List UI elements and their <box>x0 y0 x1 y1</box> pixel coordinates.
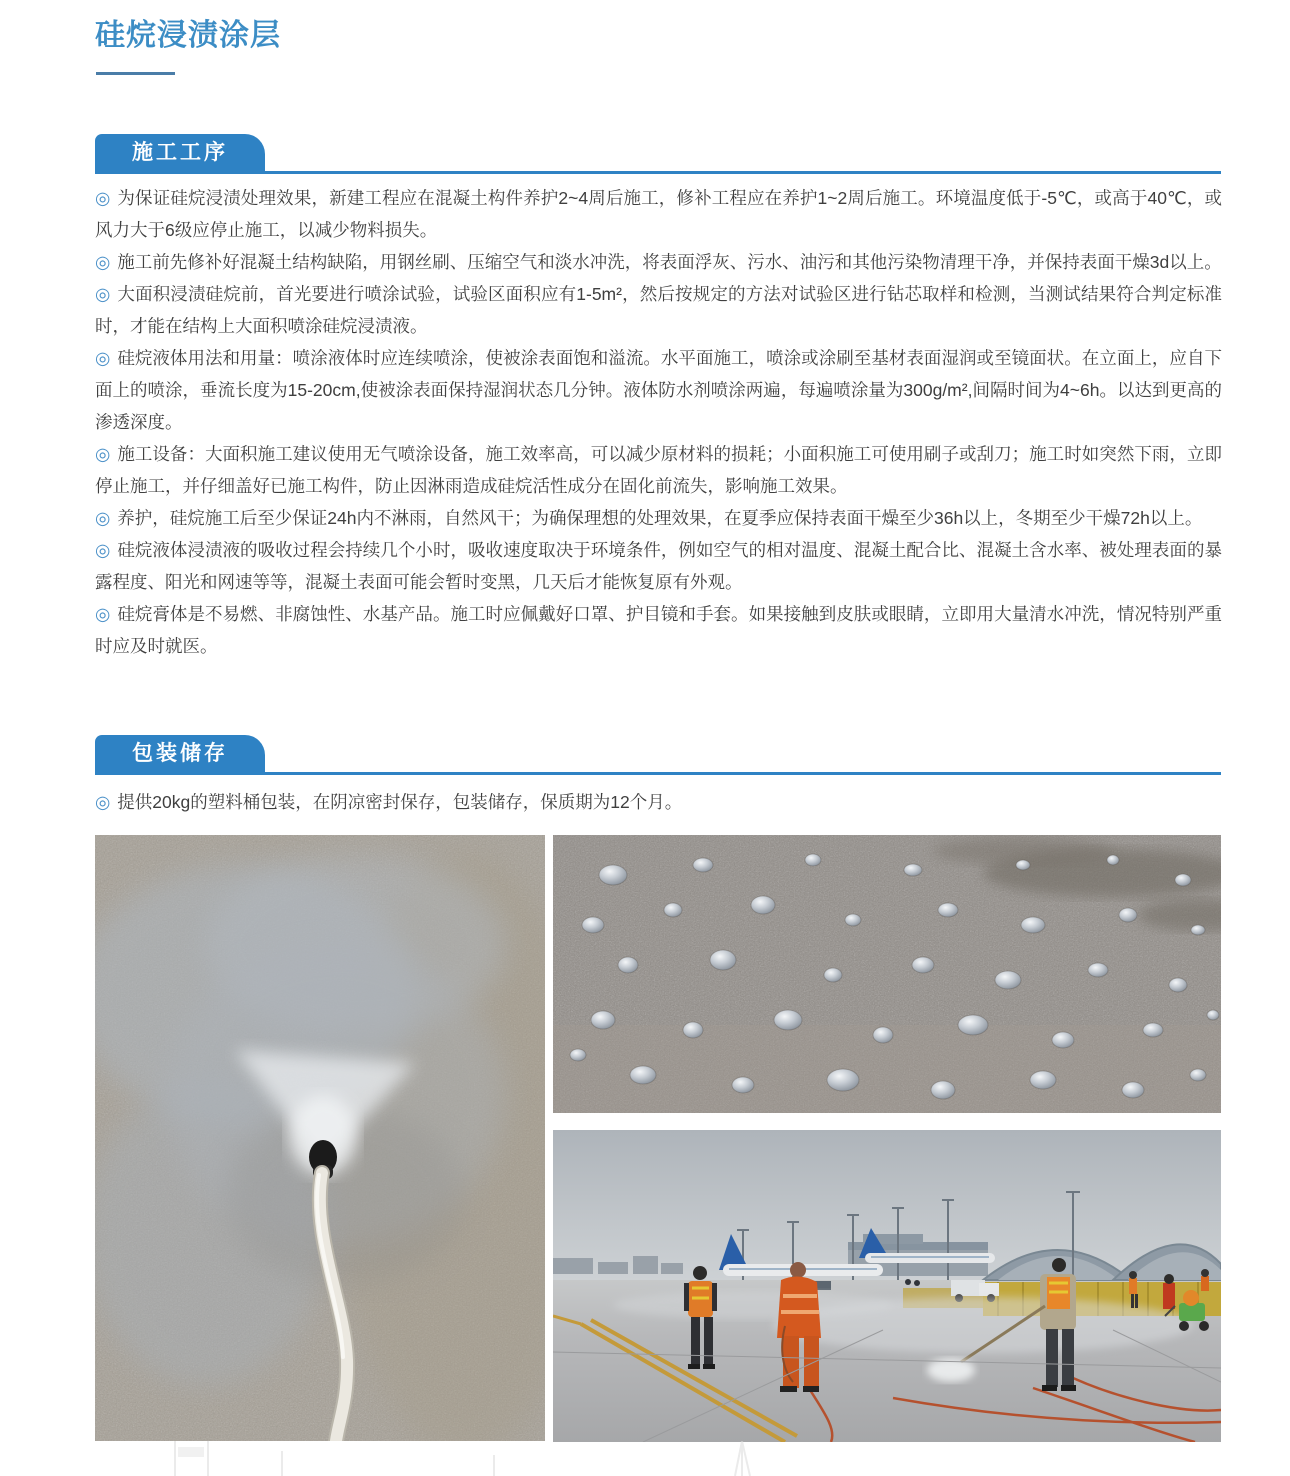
bullet-text: 为保证硅烷浸渍处理效果，新建工程应在混凝土构件养护2~4周后施工，修补工程应在养护1~2周后施工。环境温度低于-5℃，或高于40℃，或风力大于6级应停止施工，以减少物料损失。 <box>95 188 1222 240</box>
hydrophobic-water-beading-photo <box>553 835 1221 1113</box>
bullet-item <box>95 246 1222 278</box>
bullet-item <box>95 182 1222 246</box>
bullet-item <box>95 342 1222 438</box>
section-badge: 施工工序 <box>95 134 265 171</box>
bullet-icon: ◎ <box>95 444 111 464</box>
bullet-text: 提供20kg的塑料桶包装，在阴凉密封保存，包装储存，保质期为12个月。 <box>117 792 683 812</box>
bullet-icon: ◎ <box>95 348 111 368</box>
bullet-item <box>95 786 1222 818</box>
bullet-text: 养护，硅烷施工后至少保证24h内不淋雨，自然风干；为确保理想的处理效果，在夏季应保持表面干燥至少36h以上，冬期至少干燥72h以上。 <box>117 508 1203 528</box>
bullet-text: 硅烷液体用法和用量：喷涂液体时应连续喷涂，使被涂表面饱和溢流。水平面施工，喷涂或涂刷至基材表面湿润或至镜面状。在立面上，应自下面上的喷涂，垂流长度为15-20cm,使被涂表面保持湿润状态几分钟。液体防水剂喷涂两遍，每遍喷涂量为300g/m²,间隔时间为4~6h。以达到更高的渗透深度。 <box>95 348 1222 432</box>
packaging-storage-text <box>95 786 1222 818</box>
construction-procedure-text <box>95 182 1222 662</box>
bullet-icon: ◎ <box>95 792 111 812</box>
bullet-text: 施工设备：大面积施工建议使用无气喷涂设备，施工效率高，可以减少原材料的损耗；小面积施工可使用刷子或刮刀；施工时如突然下雨，立即停止施工，并仔细盖好已施工构件，防止因淋雨造成硅烷活性成分在固化前流失，影响施工效果。 <box>95 444 1222 496</box>
title-underline <box>96 72 175 75</box>
bullet-text: 硅烷膏体是不易燃、非腐蚀性、水基产品。施工时应佩戴好口罩、护目镜和手套。如果接触到皮肤或眼睛，立即用大量清水冲洗，情况特别严重时应及时就医。 <box>95 604 1222 656</box>
bullet-icon: ◎ <box>95 284 111 304</box>
bullet-text: 大面积浸渍硅烷前，首光要进行喷涂试验，试验区面积应有1-5m²，然后按规定的方法对试验区进行钻芯取样和检测，当测试结果符合判定标准时，才能在结构上大面积喷涂硅烷浸渍液。 <box>95 284 1222 336</box>
concrete-wall-spray-photo <box>95 835 545 1441</box>
section-header-packaging-storage <box>95 735 1221 775</box>
bullet-item <box>95 534 1222 598</box>
faint-sketch-fragment <box>90 1441 1230 1476</box>
page-title: 硅烷浸渍涂层 <box>95 19 281 52</box>
bullet-text: 硅烷液体浸渍液的吸收过程会持续几个小时，吸收速度取决于环境条件，例如空气的相对温度、混凝土配合比、混凝土含水率、被处理表面的暴露程度、阳光和网速等等，混凝土表面可能会暂时变黑，几天后才能恢复原有外观。 <box>95 540 1222 592</box>
bullet-icon: ◎ <box>95 604 111 624</box>
bullet-icon: ◎ <box>95 540 111 560</box>
bullet-icon: ◎ <box>95 252 111 272</box>
bullet-item <box>95 438 1222 502</box>
bullet-item <box>95 278 1222 342</box>
bullet-item <box>95 598 1222 662</box>
airport-apron-silane-spraying-photo <box>553 1130 1221 1442</box>
section-badge: 包装储存 <box>95 735 265 772</box>
bullet-icon: ◎ <box>95 188 111 208</box>
bullet-item <box>95 502 1222 534</box>
section-header-construction-procedure <box>95 134 1221 174</box>
bullet-icon: ◎ <box>95 508 111 528</box>
bullet-text: 施工前先修补好混凝土结构缺陷，用钢丝刷、压缩空气和淡水冲洗，将表面浮灰、污水、油污和其他污染物清理干净，并保持表面干燥3d以上。 <box>117 252 1222 272</box>
